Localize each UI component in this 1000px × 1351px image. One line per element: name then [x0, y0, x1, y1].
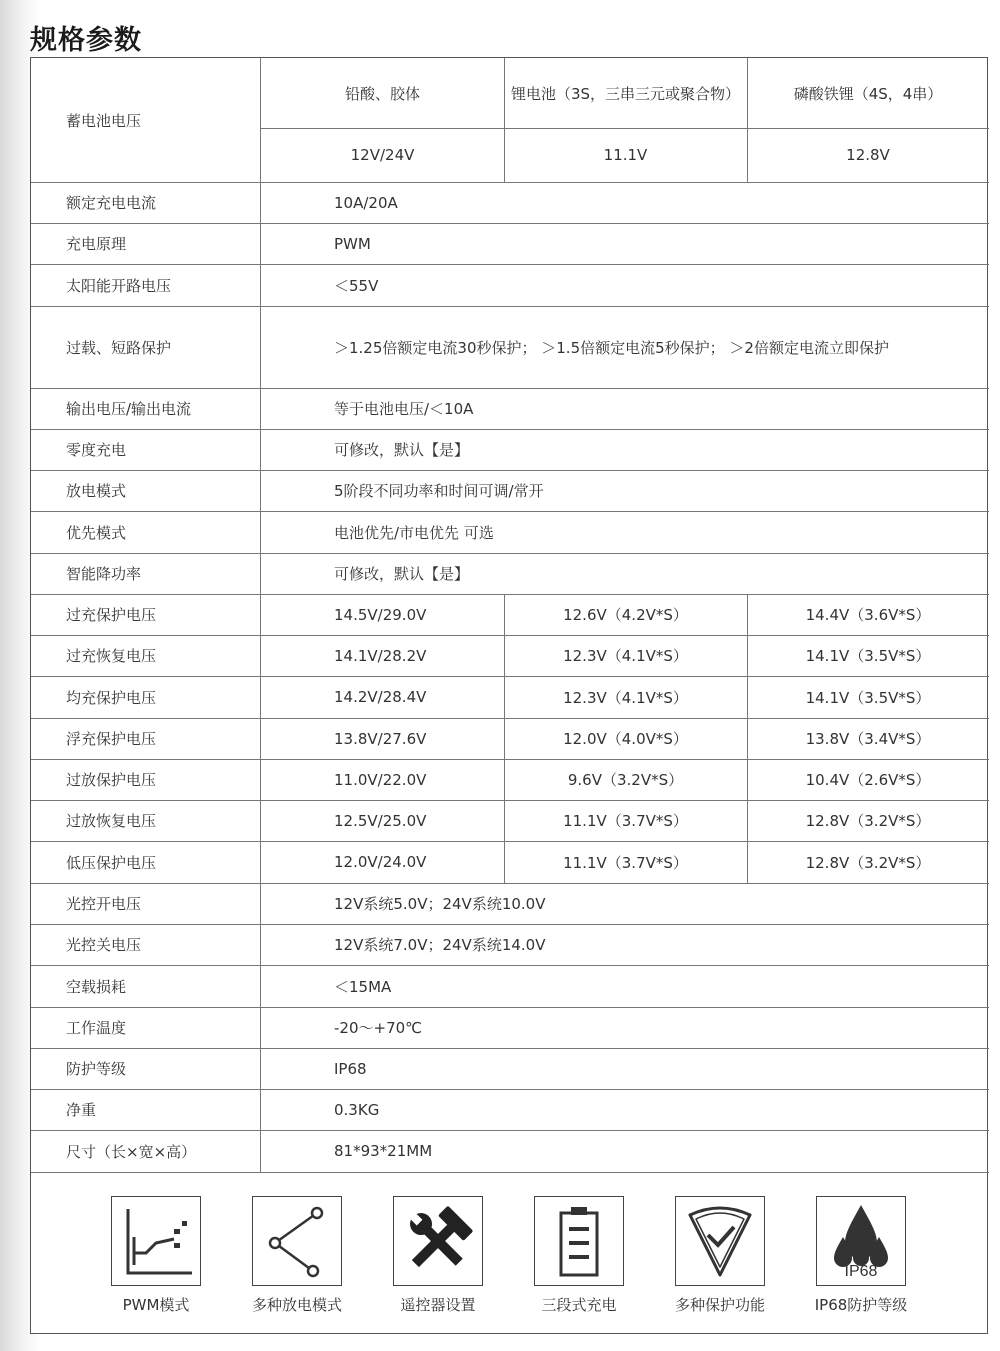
- feature-discharge: [227, 1196, 367, 1315]
- grid-line: [260, 58, 261, 1172]
- row-label: 空载损耗: [66, 977, 127, 996]
- row-value: PWM: [334, 234, 371, 253]
- grid-line: [31, 718, 989, 719]
- row-label: 太阳能开路电压: [66, 276, 172, 295]
- row-label: 充电原理: [66, 235, 127, 253]
- row-value-lifepo4: 12.8V（3.2V*S）: [805, 853, 931, 872]
- grid-line: [31, 841, 989, 842]
- feature-caption: 遥控器设置: [400, 1296, 476, 1314]
- row-label: 额定充电电流: [66, 194, 157, 212]
- row-value: -20～+70℃: [334, 1019, 423, 1037]
- voltage-lithium: 11.1V: [603, 146, 648, 164]
- row-value-lithium: 12.0V（4.0V*S）: [563, 730, 688, 748]
- grid-line: [747, 58, 748, 182]
- row-label: 浮充保护电压: [66, 730, 157, 748]
- grid-line: [31, 1172, 989, 1173]
- grid-line: [31, 553, 989, 554]
- type-lifepo4: 磷酸铁锂（4S，4串）: [793, 84, 943, 103]
- grid-line: [31, 883, 989, 884]
- feature-caption: 三段式充电: [541, 1296, 617, 1314]
- row-value-lead-acid: 14.1V/28.2V: [334, 646, 427, 665]
- row-label: 智能降功率: [66, 565, 142, 583]
- grid-line: [504, 594, 505, 883]
- row-value: IP68: [334, 1059, 367, 1078]
- row-value: 等于电池电压/＜10A: [334, 400, 474, 418]
- grid-line: [31, 1130, 989, 1131]
- type-lithium: 锂电池（3S，三串三元或聚合物）: [510, 84, 741, 103]
- feature-remote: [368, 1196, 508, 1315]
- row-label: 光控开电压: [66, 895, 142, 913]
- battery-icon: [534, 1196, 624, 1286]
- row-label: 工作温度: [66, 1019, 127, 1037]
- row-value-lithium: 12.6V（4.2V*S）: [563, 606, 688, 624]
- row-value: 12V系统7.0V；24V系统14.0V: [334, 936, 546, 954]
- feature-ip68: [791, 1196, 931, 1315]
- discharge-mode-icon: [252, 1196, 342, 1286]
- grid-line: [31, 388, 989, 389]
- row-value: ＜15MA: [334, 977, 392, 996]
- row-label: 光控关电压: [66, 936, 142, 954]
- grid-line: [31, 511, 989, 512]
- grid-line: [31, 924, 989, 925]
- row-value-lead-acid: 13.8V/27.6V: [334, 729, 427, 748]
- feature-caption: 多种保护功能: [674, 1296, 765, 1314]
- row-value: 12V系统5.0V；24V系统10.0V: [334, 895, 546, 913]
- grid-line: [31, 223, 989, 224]
- grid-line: [31, 800, 989, 801]
- row-value-lead-acid: 14.5V/29.0V: [334, 605, 427, 624]
- row-value-lithium: 12.3V（4.1V*S）: [563, 647, 688, 665]
- row-value-lead-acid: 11.0V/22.0V: [334, 770, 427, 789]
- row-label: 过充保护电压: [66, 606, 157, 624]
- feature-three-stage: [509, 1196, 649, 1315]
- feature-protection: [650, 1196, 790, 1315]
- grid-line: [31, 594, 989, 595]
- row-value-lead-acid: 14.2V/28.4V: [334, 688, 427, 706]
- row-value-lithium: 12.3V（4.1V*S）: [563, 688, 688, 707]
- row-value-lifepo4: 14.1V（3.5V*S）: [805, 688, 931, 707]
- row-value-lifepo4: 14.4V（3.6V*S）: [805, 606, 931, 624]
- type-lead-acid: 铅酸、胶体: [344, 84, 420, 103]
- row-label: 净重: [66, 1101, 97, 1119]
- row-value-lifepo4: 12.8V（3.2V*S）: [805, 812, 931, 830]
- grid-line: [31, 676, 989, 677]
- row-label: 防护等级: [66, 1060, 127, 1078]
- feature-caption: IP68防护等级: [814, 1296, 908, 1314]
- voltage-lifepo4: 12.8V: [846, 146, 890, 164]
- grid-line: [31, 965, 989, 966]
- row-value: 0.3KG: [334, 1100, 380, 1119]
- grid-line: [31, 1048, 989, 1049]
- voltage-lead-acid: 12V/24V: [350, 146, 415, 164]
- grid-line: [31, 470, 989, 471]
- page-title: 规格参数: [30, 25, 142, 56]
- row-label: 输出电压/输出电流: [66, 400, 192, 418]
- row-value: 81*93*21MM: [334, 1142, 433, 1160]
- spec-table: [30, 57, 988, 1334]
- row-value: 10A/20A: [334, 193, 398, 212]
- row-value-lifepo4: 10.4V（2.6V*S）: [805, 771, 931, 789]
- row-value: 可修改，默认【是】: [334, 565, 470, 583]
- row-label: 过载、短路保护: [66, 338, 172, 357]
- row-label: 放电模式: [66, 482, 127, 500]
- row-label: 均充保护电压: [66, 688, 157, 707]
- row-label: 过放恢复电压: [66, 812, 157, 830]
- tools-icon: [393, 1196, 483, 1286]
- pwm-chart-icon: [111, 1196, 201, 1286]
- shield-check-icon: [675, 1196, 765, 1286]
- row-value: 可修改，默认【是】: [334, 441, 470, 459]
- ip68-badge: IP68: [844, 1263, 878, 1280]
- row-label: 尺寸（长×宽×高）: [66, 1142, 197, 1161]
- row-label: 过放保护电压: [66, 771, 157, 789]
- grid-line: [31, 306, 989, 307]
- grid-line: [31, 1007, 989, 1008]
- grid-line: [31, 264, 989, 265]
- row-label: 过充恢复电压: [66, 647, 157, 665]
- row-value-lifepo4: 13.8V（3.4V*S）: [805, 730, 931, 748]
- grid-line: [31, 182, 989, 183]
- row-value-lead-acid: 12.5V/25.0V: [334, 811, 427, 830]
- grid-line: [261, 128, 989, 129]
- row-value: 电池优先/市电优先 可选: [334, 523, 494, 542]
- row-value: ＞1.25倍额定电流30秒保护； ＞1.5倍额定电流5秒保护； ＞2倍额定电流立即保护: [334, 338, 889, 357]
- row-label: 低压保护电压: [66, 853, 157, 872]
- grid-line: [747, 594, 748, 883]
- battery-voltage-label: 蓄电池电压: [66, 111, 142, 130]
- feature-caption: PWM模式: [122, 1296, 190, 1314]
- row-value-lithium: 11.1V（3.7V*S）: [563, 853, 688, 872]
- grid-line: [504, 58, 505, 182]
- row-value: 5阶段不同功率和时间可调/常开: [334, 482, 544, 500]
- row-value: ＜55V: [334, 276, 379, 295]
- grid-line: [31, 429, 989, 430]
- feature-caption: 多种放电模式: [251, 1296, 342, 1314]
- feature-pwm: [86, 1196, 226, 1315]
- row-value-lithium: 9.6V（3.2V*S）: [567, 771, 684, 789]
- grid-line: [31, 759, 989, 760]
- row-value-lifepo4: 14.1V（3.5V*S）: [805, 647, 931, 665]
- row-value-lead-acid: 12.0V/24.0V: [334, 853, 427, 871]
- row-label: 零度充电: [66, 441, 127, 459]
- row-value-lithium: 11.1V（3.7V*S）: [563, 812, 688, 830]
- water-drop-icon: [816, 1196, 906, 1286]
- grid-line: [31, 1089, 989, 1090]
- grid-line: [31, 635, 989, 636]
- row-label: 优先模式: [66, 523, 127, 542]
